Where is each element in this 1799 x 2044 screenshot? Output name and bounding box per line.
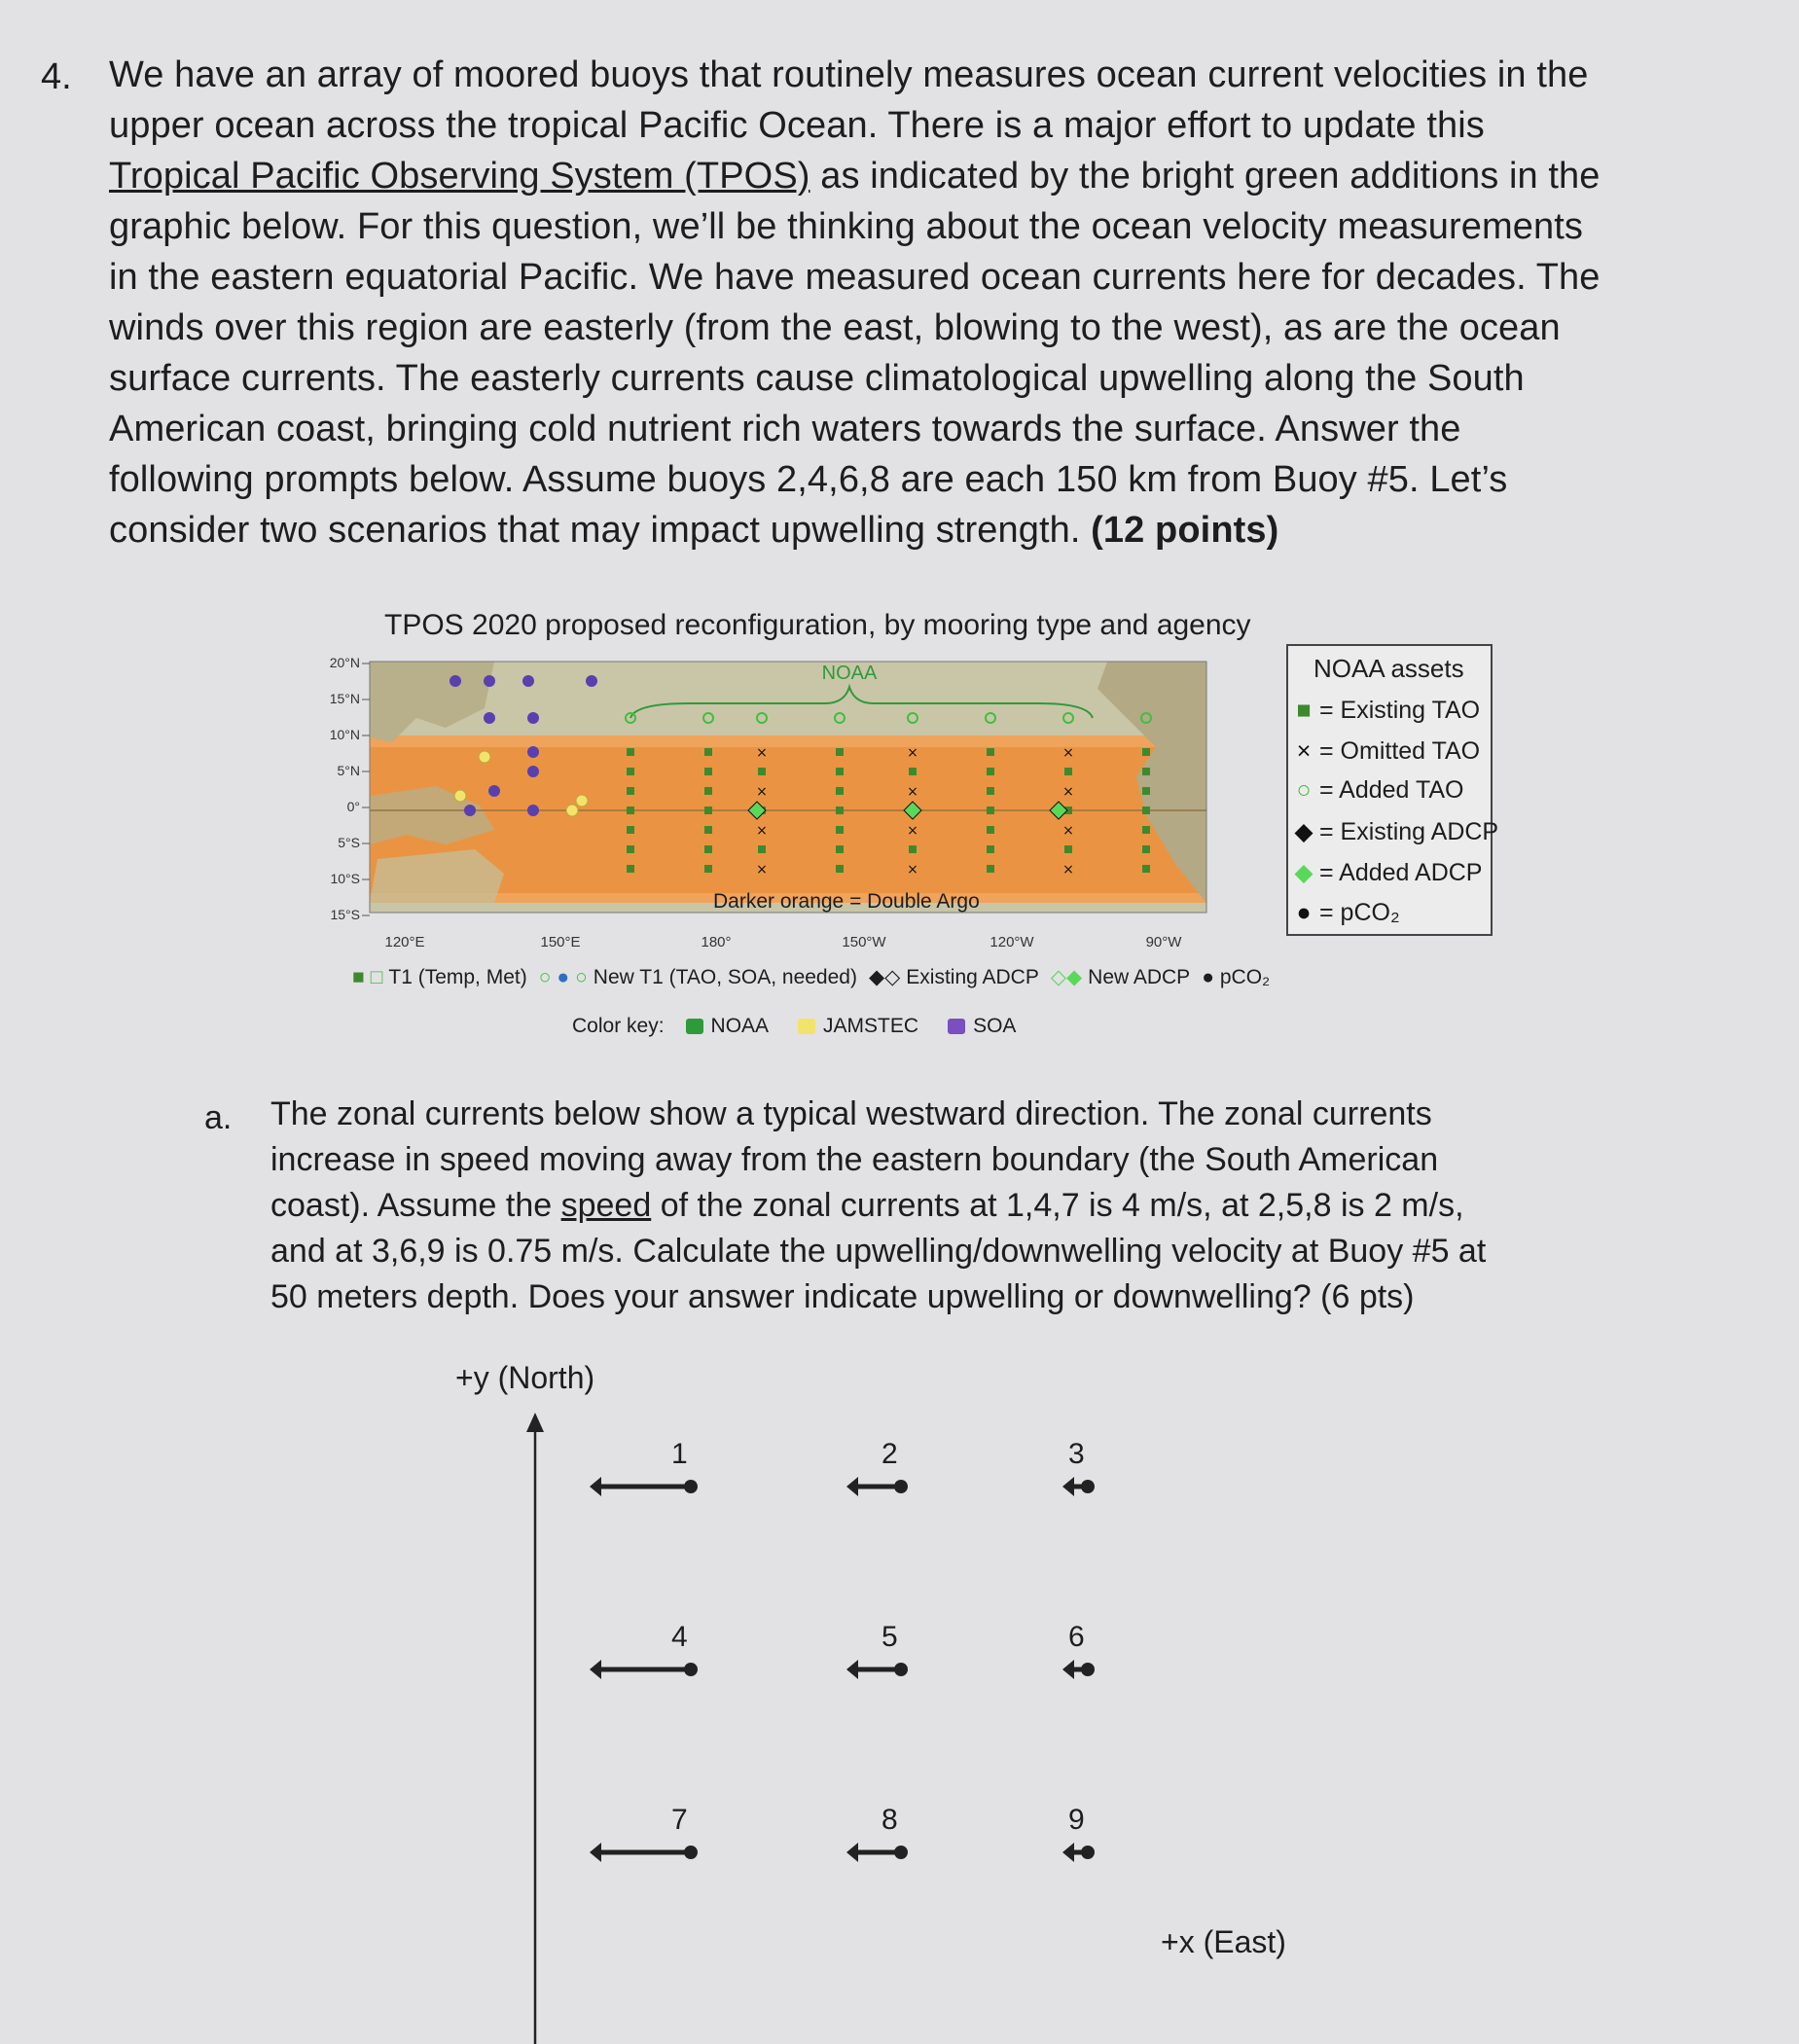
- soa-marker: [527, 805, 539, 816]
- tao-marker: [627, 865, 634, 873]
- argo-label: Darker orange = Double Argo: [713, 890, 980, 913]
- dot-icon: ●: [1202, 965, 1214, 988]
- soa-marker: [522, 675, 534, 687]
- tao-marker: [1142, 748, 1150, 756]
- tao-marker: [627, 845, 634, 853]
- tao-marker: [627, 826, 634, 834]
- square-icon: ■: [352, 965, 365, 988]
- omitted-tao-marker: ×: [907, 823, 918, 839]
- tao-marker: [627, 807, 634, 814]
- current-vector-2: [846, 1477, 908, 1496]
- tao-marker: [836, 865, 844, 873]
- soa-marker: [484, 675, 495, 687]
- tao-marker: [987, 748, 994, 756]
- tpos-link[interactable]: Tropical Pacific Observing System (TPOS): [109, 156, 810, 197]
- soa-marker: [484, 712, 495, 724]
- current-vector-8: [846, 1843, 908, 1862]
- tao-marker: [704, 826, 712, 834]
- arrow-head: [590, 1477, 601, 1496]
- omitted-tao-marker: ×: [756, 823, 768, 839]
- latitude-label: 15°S: [330, 907, 360, 922]
- question-line: Tropical Pacific Observing System (TPOS) as indicated by the bright green additions in the: [109, 156, 1601, 197]
- question-number: 4.: [41, 56, 72, 97]
- buoy-dot: [894, 1663, 908, 1676]
- longitude-label: 180°: [701, 934, 732, 950]
- tao-marker: [836, 845, 844, 853]
- buoy-dot: [684, 1480, 698, 1493]
- symbol-key: ■ □ T1 (Temp, Met) ○ ● ○ New T1 (TAO, SOA, needed) ◆◇ Existing ADCP ◇◆ New ADCP ● pCO₂: [352, 965, 1271, 988]
- tao-marker: [987, 807, 994, 814]
- tao-marker: [1142, 807, 1150, 814]
- tao-marker: [627, 787, 634, 795]
- circle-icon: ○: [575, 965, 588, 988]
- question-line: following prompts below. Assume buoys 2,4,6,8 are each 150 km from Buoy #5. Let’s: [109, 459, 1508, 500]
- buoy-label: 9: [1068, 1804, 1085, 1836]
- buoy-label: 3: [1068, 1438, 1085, 1470]
- tao-marker: [704, 768, 712, 775]
- tao-marker: [1142, 768, 1150, 775]
- soa-marker: [464, 805, 476, 816]
- question-line: graphic below. For this question, we’ll be thinking about the ocean velocity measurements: [109, 206, 1583, 247]
- y-axis-arrowhead: [526, 1413, 544, 1432]
- jamstec-swatch: [798, 1019, 815, 1034]
- question-line: American coast, bringing cold nutrient rich waters towards the surface. Answer the: [109, 409, 1461, 449]
- tao-marker: [1142, 845, 1150, 853]
- noaa-swatch: [686, 1019, 703, 1034]
- buoy-label: 6: [1068, 1621, 1085, 1653]
- tao-marker: [1142, 865, 1150, 873]
- buoy-label: 7: [671, 1804, 688, 1836]
- omitted-tao-marker: ×: [1062, 784, 1074, 800]
- soa-marker: [586, 675, 597, 687]
- tao-marker: [836, 748, 844, 756]
- soa-marker: [527, 746, 539, 758]
- diamond-icon: ◆: [1294, 818, 1313, 845]
- tao-marker: [704, 865, 712, 873]
- current-vector-9: [1062, 1843, 1095, 1862]
- tao-marker: [836, 787, 844, 795]
- tao-marker: [704, 748, 712, 756]
- omitted-tao-marker: ×: [907, 745, 918, 761]
- latitude-label: 20°N: [329, 655, 360, 670]
- buoy-dot: [894, 1846, 908, 1859]
- longitude-label: 150°W: [842, 934, 886, 950]
- latitude-label: 5°S: [338, 835, 360, 850]
- part-a-line: increase in speed moving away from the eastern boundary (the South American: [270, 1141, 1439, 1178]
- latitude-label: 10°N: [329, 727, 360, 742]
- buoy-label: 8: [882, 1804, 898, 1836]
- tao-marker: [836, 826, 844, 834]
- diamond-icon: ◆: [1294, 859, 1313, 886]
- longitude-label: 90°W: [1145, 934, 1182, 950]
- arrow-head: [1062, 1477, 1074, 1496]
- buoy-dot: [1081, 1663, 1095, 1676]
- arrow-head: [846, 1660, 858, 1679]
- latitude-labels: [330, 655, 370, 922]
- tao-marker: [909, 845, 917, 853]
- tpos-map: [300, 650, 1273, 961]
- current-vector-1: [590, 1477, 698, 1496]
- soa-marker: [488, 785, 500, 797]
- tao-marker: [704, 845, 712, 853]
- part-a-label: a.: [204, 1099, 233, 1136]
- buoy-label: 1: [671, 1438, 688, 1470]
- latitude-label: 0°: [346, 799, 360, 814]
- latitude-label: 15°N: [329, 691, 360, 706]
- tao-marker: [758, 768, 766, 775]
- dot-icon: ●: [557, 965, 570, 988]
- longitude-label: 120°W: [989, 934, 1034, 950]
- tao-marker: [627, 748, 634, 756]
- question-line: We have an array of moored buoys that routinely measures ocean current velocities in the: [109, 54, 1589, 95]
- soa-marker: [527, 712, 539, 724]
- tao-marker: [704, 807, 712, 814]
- omitted-tao-marker: ×: [756, 862, 768, 878]
- omitted-tao-marker: ×: [1062, 745, 1074, 761]
- jamstec-marker: [566, 805, 578, 816]
- current-vector-6: [1062, 1660, 1095, 1679]
- y-axis-label: +y (North): [455, 1360, 595, 1395]
- cross-icon: ×: [1296, 737, 1312, 765]
- buoy-dot: [1081, 1480, 1095, 1493]
- jamstec-marker: [576, 795, 588, 807]
- x-axis-label: +x (East): [1161, 1924, 1286, 1959]
- circle-icon: ○: [1296, 776, 1312, 804]
- color-key: Color key: NOAA JAMSTEC SOA: [572, 1015, 1017, 1037]
- part-a-line: The zonal currents below show a typical westward direction. The zonal currents: [270, 1095, 1432, 1132]
- soa-marker: [527, 766, 539, 777]
- longitude-label: 120°E: [384, 934, 425, 950]
- buoy-dot: [684, 1663, 698, 1676]
- current-vector-5: [846, 1660, 908, 1679]
- buoy-label: 2: [882, 1438, 898, 1470]
- part-a-line: 50 meters depth. Does your answer indicate upwelling or downwelling? (6 pts): [270, 1278, 1415, 1315]
- latitude-label: 10°S: [330, 871, 360, 886]
- tao-marker: [909, 768, 917, 775]
- tao-marker: [987, 865, 994, 873]
- speed-word: speed: [560, 1187, 652, 1224]
- square-icon: ■: [1296, 697, 1312, 724]
- omitted-tao-marker: ×: [756, 784, 768, 800]
- arrow-head: [590, 1843, 601, 1862]
- tao-marker: [1064, 768, 1072, 775]
- tao-marker: [987, 826, 994, 834]
- arrow-head: [846, 1843, 858, 1862]
- legend-added-tao: ○ = Added TAO: [1294, 776, 1464, 805]
- diamond-icon: ◆◇: [868, 966, 901, 988]
- legend-title: NOAA assets: [1313, 654, 1464, 683]
- legend-omitted-tao: × = Omitted TAO: [1294, 737, 1480, 766]
- buoy-dot: [684, 1846, 698, 1859]
- jamstec-marker: [454, 790, 466, 802]
- soa-swatch: [948, 1019, 965, 1034]
- circle-icon: ○: [538, 965, 552, 988]
- current-vector-7: [590, 1843, 698, 1862]
- longitude-labels: [384, 934, 1182, 950]
- omitted-tao-marker: ×: [907, 784, 918, 800]
- tao-marker: [627, 768, 634, 775]
- square-outline-icon: □: [370, 965, 383, 988]
- question-line: winds over this region are easterly (from the east, blowing to the west), as are the ocean: [109, 307, 1561, 348]
- tao-marker: [987, 787, 994, 795]
- tao-marker: [836, 768, 844, 775]
- buoy-dot: [894, 1480, 908, 1493]
- longitude-label: 150°E: [540, 934, 581, 950]
- question-line: in the eastern equatorial Pacific. We have measured ocean currents here for decades. The: [109, 257, 1601, 298]
- arrow-head: [1062, 1843, 1074, 1862]
- question-line: surface currents. The easterly currents cause climatological upwelling along the South: [109, 358, 1525, 399]
- part-a-line: coast). Assume the speed of the zonal currents at 1,4,7 is 4 m/s, at 2,5,8 is 2 m/s,: [270, 1187, 1464, 1224]
- omitted-tao-marker: ×: [1062, 823, 1074, 839]
- question-line: consider two scenarios that may impact upwelling strength. (12 points): [109, 510, 1279, 551]
- omitted-tao-marker: ×: [1062, 862, 1074, 878]
- buoy-label: 4: [671, 1621, 688, 1653]
- tao-marker: [1142, 787, 1150, 795]
- part-a-line: and at 3,6,9 is 0.75 m/s. Calculate the upwelling/downwelling velocity at Buoy #5 at: [270, 1233, 1487, 1270]
- legend-added-adcp: ◆ = Added ADCP: [1294, 858, 1483, 886]
- tao-marker: [1064, 845, 1072, 853]
- tao-marker: [758, 845, 766, 853]
- figure-title: TPOS 2020 proposed reconfiguration, by mooring type and agency: [384, 609, 1251, 641]
- buoy-label: 5: [882, 1621, 898, 1653]
- tao-marker: [987, 845, 994, 853]
- soa-marker: [450, 675, 461, 687]
- legend-existing-adcp: ◆ = Existing ADCP: [1294, 817, 1499, 845]
- diamond-icon: ◇◆: [1050, 966, 1083, 988]
- current-vector-4: [590, 1660, 698, 1679]
- dot-icon: ●: [1296, 899, 1312, 926]
- omitted-tao-marker: ×: [907, 862, 918, 878]
- arrow-head: [590, 1660, 601, 1679]
- omitted-tao-marker: ×: [756, 745, 768, 761]
- noaa-label: NOAA: [821, 663, 878, 684]
- tao-marker: [704, 787, 712, 795]
- arrow-head: [1062, 1660, 1074, 1679]
- latitude-label: 5°N: [337, 763, 360, 778]
- points-label: (12 points): [1091, 510, 1279, 551]
- current-vector-3: [1062, 1477, 1095, 1496]
- legend-pco2: ● = pCO₂: [1294, 899, 1400, 927]
- jamstec-marker: [479, 751, 490, 763]
- question-line: upper ocean across the tropical Pacific Ocean. There is a major effort to update this: [109, 105, 1485, 146]
- tao-marker: [987, 768, 994, 775]
- tao-marker: [836, 807, 844, 814]
- buoy-dot: [1081, 1846, 1095, 1859]
- arrow-head: [846, 1477, 858, 1496]
- legend-existing-tao: ■ = Existing TAO: [1294, 697, 1480, 725]
- tao-marker: [1142, 826, 1150, 834]
